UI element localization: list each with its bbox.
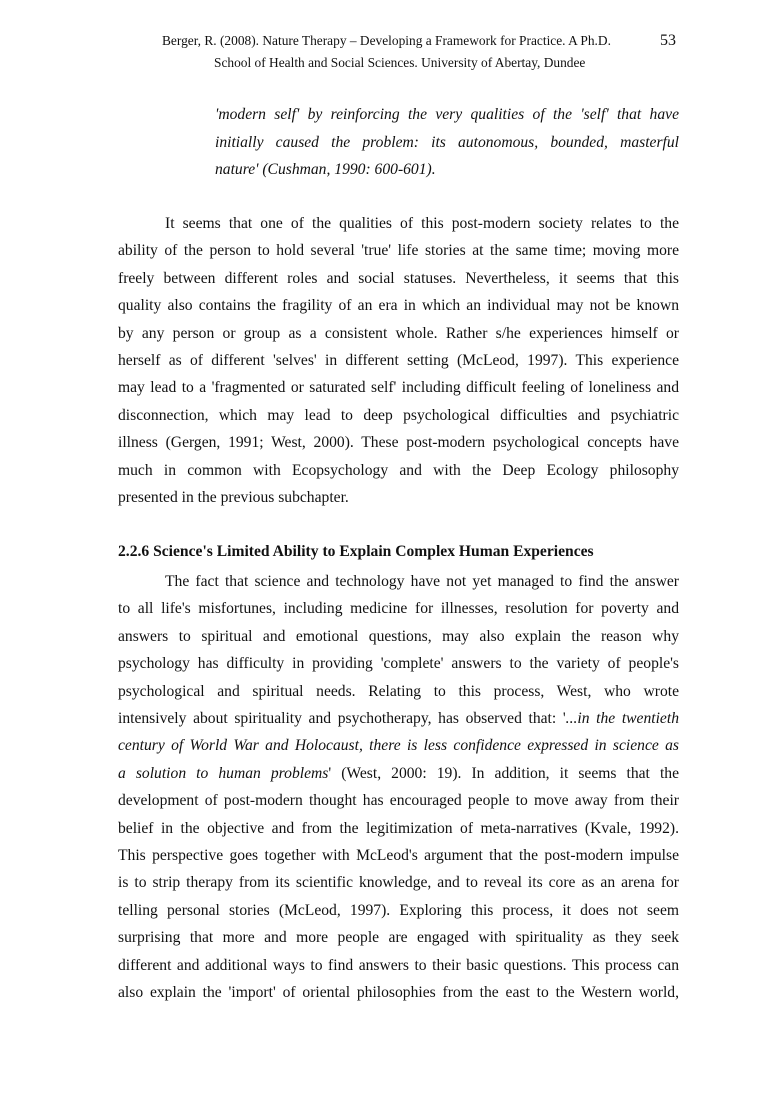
line-text: ' (West, 2000: 19). In addition, it seems that the (328, 764, 679, 782)
paragraph-line: also explain the 'import' of oriental philosophies from the east to the Western world, (118, 984, 679, 1002)
citation-line-1: Berger, R. (2008). Nature Therapy – Developing a Framework for Practice. A Ph.D. (162, 33, 611, 48)
paragraph-line: surprising that more and more people are engaged with spirituality as they seek (118, 929, 679, 947)
paragraph-line: herself as of different 'selves' in different setting (McLeod, 1997). This experience (118, 352, 679, 370)
section-heading: 2.2.6 Science's Limited Ability to Explain Complex Human Experiences (118, 543, 594, 560)
paragraph-line: This perspective goes together with McLeod's argument that the post-modern impulse (118, 847, 679, 865)
inline-quote: century of World War and Holocaust, there is less confidence expressed in science as (118, 737, 679, 755)
inline-quote: ...in the twentieth (565, 710, 679, 728)
quote-line: 'modern self' by reinforcing the very qualities of the 'self' that have (215, 106, 679, 123)
paragraph-line: belief in the objective and from the legitimization of meta-narratives (Kvale, 1992). (118, 819, 679, 837)
paragraph-line: freely between different roles and social statuses. Nevertheless, it seems that this (118, 269, 679, 287)
paragraph-line: telling personal stories (McLeod, 1997). Exploring this process, it does not seem (118, 901, 679, 919)
paragraph-line: ability of the person to hold several 'true' life stories at the same time; moving more (118, 242, 679, 260)
paragraph-line: to all life's misfortunes, including medicine for illnesses, resolution for poverty and (118, 600, 679, 618)
paragraph-line: by any person or group as a consistent whole. Rather s/he experiences himself or (118, 324, 679, 342)
paragraph-line: disconnection, which may lead to deep psychological difficulties and psychiatric (118, 406, 679, 424)
paragraph-line: illness (Gergen, 1991; West, 2000). These post-modern psychological concepts have (118, 434, 679, 452)
paragraph-line: much in common with Ecopsychology and with the Deep Ecology philosophy (118, 461, 679, 479)
inline-quote: a solution to human problems (118, 764, 329, 782)
paragraph-line: different and additional ways to find answers to their basic questions. This process can (118, 956, 679, 974)
paragraph-post-modern-self (118, 210, 679, 511)
quote-line: nature' (Cushman, 1990: 600-601). (215, 161, 436, 178)
quote-line: initially caused the problem: its autonomous, bounded, masterful (215, 133, 679, 151)
paragraph-science-limits (118, 568, 679, 1007)
paragraph-line: development of post-modern thought has encouraged people to move away from their (118, 792, 679, 810)
page-number: 53 (660, 32, 676, 49)
paragraph-line: is to strip therapy from its scientific knowledge, and to reveal its core as an arena for (118, 874, 679, 892)
paragraph-line: psychological and spiritual needs. Relating to this process, West, who wrote (118, 682, 679, 700)
paragraph-line: The fact that science and technology have not yet managed to find the answer (165, 573, 679, 590)
block-quote (215, 101, 679, 184)
paragraph-line: presented in the previous subchapter. (118, 489, 349, 507)
paragraph-line (118, 760, 679, 787)
line-text: intensively about spirituality and psychotherapy, has observed that: ' (118, 710, 566, 728)
paragraph-line (118, 732, 679, 759)
paragraph-line: psychology has difficulty in providing 'complete' answers to the variety of people's (118, 655, 679, 673)
paragraph-line: may lead to a 'fragmented or saturated self' including difficult feeling of loneliness and (118, 379, 679, 397)
citation-line-2: School of Health and Social Sciences. University of Abertay, Dundee (214, 55, 586, 70)
paragraph-line: quality also contains the fragility of an era in which an individual may not be known (118, 297, 679, 315)
paragraph-line: answers to spiritual and emotional questions, may also explain the reason why (118, 627, 679, 645)
paragraph-line: It seems that one of the qualities of this post-modern society relates to the (165, 215, 679, 232)
paragraph-line (118, 705, 679, 732)
